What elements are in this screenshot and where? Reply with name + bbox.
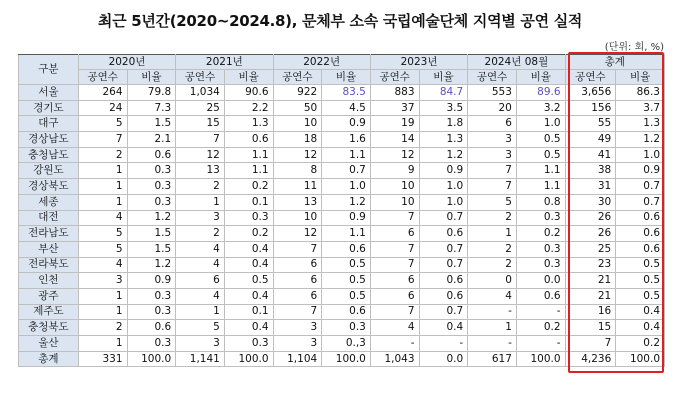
count-cell: 10 [273, 116, 322, 132]
region-cell: 대구 [19, 116, 79, 132]
count-cell: 7 [273, 241, 322, 257]
count-cell: 264 [78, 85, 127, 101]
ratio-cell: 2.2 [224, 100, 273, 116]
ratio-cell: 1.2 [127, 210, 176, 226]
ratio-cell: 0.5 [516, 147, 565, 163]
region-cell: 총계 [19, 351, 79, 367]
table-row [19, 336, 665, 352]
region-cell: 충청북도 [19, 320, 79, 336]
count-cell: 38 [565, 163, 616, 179]
count-cell: 26 [565, 226, 616, 242]
count-cell: 25 [176, 100, 225, 116]
count-cell: 6 [468, 116, 517, 132]
count-cell: 41 [565, 147, 616, 163]
ratio-cell: 0.6 [616, 241, 665, 257]
count-cell: 2 [468, 257, 517, 273]
region-cell: 경기도 [19, 100, 79, 116]
count-cell: 2 [468, 241, 517, 257]
count-cell: 1 [78, 179, 127, 195]
count-cell: 3 [468, 147, 517, 163]
ratio-cell: 0.3 [516, 210, 565, 226]
table-row [19, 320, 665, 336]
ratio-cell: 86.3 [616, 85, 665, 101]
table-body [19, 85, 665, 367]
table-row [19, 304, 665, 320]
count-cell: - [468, 304, 517, 320]
count-cell: 5 [176, 320, 225, 336]
ratio-cell: 3.5 [419, 100, 468, 116]
ratio-cell: 0.7 [419, 241, 468, 257]
count-cell: 1 [468, 320, 517, 336]
ratio-cell: 1.2 [419, 147, 468, 163]
ratio-cell: 1.1 [322, 226, 371, 242]
count-cell: 4 [468, 288, 517, 304]
count-cell: 4 [78, 210, 127, 226]
count-cell: 1 [78, 336, 127, 352]
count-cell: 0 [468, 273, 517, 289]
count-cell: 4 [370, 320, 419, 336]
header-count: 공연수 [468, 70, 517, 85]
count-cell: 2 [176, 226, 225, 242]
ratio-cell: 0.6 [616, 210, 665, 226]
count-cell: 3,656 [565, 85, 616, 101]
header-ratio: 비율 [127, 70, 176, 85]
ratio-cell: 0.7 [616, 194, 665, 210]
count-cell: 1 [78, 163, 127, 179]
count-cell: 2 [78, 147, 127, 163]
count-cell: 5 [78, 241, 127, 257]
count-cell: 14 [370, 132, 419, 148]
region-cell: 울산 [19, 336, 79, 352]
count-cell: 6 [273, 257, 322, 273]
ratio-cell: 0.4 [419, 320, 468, 336]
ratio-cell: - [516, 304, 565, 320]
table-row [19, 132, 665, 148]
count-cell: 1,043 [370, 351, 419, 367]
count-cell: 4,236 [565, 351, 616, 367]
count-cell: 7 [468, 163, 517, 179]
region-cell: 전라남도 [19, 226, 79, 242]
header-year: 2024년 08월 [468, 55, 565, 70]
count-cell: 2 [468, 210, 517, 226]
ratio-cell: 1.2 [322, 194, 371, 210]
region-cell: 부산 [19, 241, 79, 257]
unit-label: (단위: 회, %) [604, 42, 664, 53]
ratio-cell: 1.0 [419, 179, 468, 195]
count-cell: 1,104 [273, 351, 322, 367]
ratio-cell: 0.4 [224, 241, 273, 257]
header-ratio: 비율 [616, 70, 665, 85]
ratio-cell: 0.1 [224, 304, 273, 320]
ratio-cell: 0.6 [516, 288, 565, 304]
count-cell: 6 [273, 273, 322, 289]
count-cell: 6 [176, 273, 225, 289]
ratio-cell: 79.8 [127, 85, 176, 101]
ratio-cell: 7.3 [127, 100, 176, 116]
header-ratio: 비율 [224, 70, 273, 85]
ratio-cell: 0.8 [516, 194, 565, 210]
ratio-cell: 100.0 [127, 351, 176, 367]
ratio-cell: 0.3 [516, 257, 565, 273]
ratio-cell: 0.4 [224, 288, 273, 304]
total-row [19, 351, 665, 367]
count-cell: 13 [176, 163, 225, 179]
count-cell: 11 [273, 179, 322, 195]
ratio-cell: 0.5 [322, 257, 371, 273]
count-cell: 21 [565, 273, 616, 289]
page-title: 최근 5년간(2020~2024.8), 문체부 소속 국립예술단체 지역별 공연 실적 [97, 12, 583, 30]
header-count: 공연수 [370, 70, 419, 85]
ratio-cell: 0.3 [127, 336, 176, 352]
header-year: 2022년 [273, 55, 370, 70]
ratio-cell: 1.8 [419, 116, 468, 132]
ratio-cell: 0.6 [419, 288, 468, 304]
count-cell: 10 [273, 210, 322, 226]
ratio-cell: - [516, 336, 565, 352]
ratio-cell: 0.1 [224, 194, 273, 210]
count-cell: 18 [273, 132, 322, 148]
count-cell: 7 [273, 304, 322, 320]
count-cell: 156 [565, 100, 616, 116]
table-row [19, 100, 665, 116]
ratio-cell: 1.1 [516, 163, 565, 179]
count-cell: 15 [176, 116, 225, 132]
ratio-cell: 0.5 [322, 288, 371, 304]
region-cell: 전라북도 [19, 257, 79, 273]
table-row [19, 241, 665, 257]
header-gubun: 구분 [19, 55, 79, 85]
ratio-cell: 1.1 [516, 179, 565, 195]
ratio-cell: 0.2 [224, 179, 273, 195]
ratio-cell: 0.0 [419, 351, 468, 367]
ratio-cell: 0.6 [322, 241, 371, 257]
count-cell: 3 [176, 210, 225, 226]
ratio-cell: 100.0 [616, 351, 665, 367]
ratio-cell: 0.3 [127, 179, 176, 195]
count-cell: 7 [78, 132, 127, 148]
count-cell: 7 [565, 336, 616, 352]
ratio-cell: 100.0 [516, 351, 565, 367]
ratio-cell: 0.7 [322, 163, 371, 179]
ratio-cell: 89.6 [516, 85, 565, 101]
ratio-cell: 0.3 [516, 241, 565, 257]
ratio-cell: 0.4 [224, 257, 273, 273]
count-cell: - [468, 336, 517, 352]
ratio-cell: 0.6 [224, 132, 273, 148]
ratio-cell: 0.3 [322, 320, 371, 336]
ratio-cell: 1.2 [616, 132, 665, 148]
region-cell: 경상남도 [19, 132, 79, 148]
ratio-cell: 1.1 [224, 147, 273, 163]
ratio-cell: 100.0 [322, 351, 371, 367]
region-cell: 광주 [19, 288, 79, 304]
ratio-cell: 83.5 [322, 85, 371, 101]
ratio-cell: 1.0 [419, 194, 468, 210]
header-total: 총계 [565, 55, 664, 70]
count-cell: 49 [565, 132, 616, 148]
ratio-cell: 90.6 [224, 85, 273, 101]
count-cell: 5 [78, 116, 127, 132]
ratio-cell: 1.3 [616, 116, 665, 132]
header-year: 2021년 [176, 55, 273, 70]
performance-table [18, 54, 665, 367]
table-row [19, 194, 665, 210]
table-row [19, 210, 665, 226]
ratio-cell: 0.2 [224, 226, 273, 242]
ratio-cell: 0.6 [419, 273, 468, 289]
count-cell: 10 [370, 194, 419, 210]
count-cell: 331 [78, 351, 127, 367]
ratio-cell: 3.7 [616, 100, 665, 116]
header-year: 2023년 [370, 55, 467, 70]
ratio-cell: 84.7 [419, 85, 468, 101]
region-cell: 인천 [19, 273, 79, 289]
ratio-cell: 0.6 [127, 147, 176, 163]
count-cell: 55 [565, 116, 616, 132]
ratio-cell: 0.7 [616, 179, 665, 195]
ratio-cell: 0.3 [127, 194, 176, 210]
ratio-cell: 0.,3 [322, 336, 371, 352]
ratio-cell: - [419, 336, 468, 352]
ratio-cell: 0.7 [419, 257, 468, 273]
ratio-cell: 1.5 [127, 241, 176, 257]
count-cell: 6 [273, 288, 322, 304]
count-cell: 6 [370, 288, 419, 304]
ratio-cell: 0.5 [322, 273, 371, 289]
count-cell: 2 [78, 320, 127, 336]
region-cell: 강원도 [19, 163, 79, 179]
ratio-cell: 1.1 [224, 163, 273, 179]
count-cell: 50 [273, 100, 322, 116]
ratio-cell: 0.6 [419, 226, 468, 242]
table-row [19, 226, 665, 242]
ratio-cell: 1.0 [516, 116, 565, 132]
count-cell: 1 [78, 194, 127, 210]
ratio-cell: 0.3 [127, 163, 176, 179]
region-cell: 제주도 [19, 304, 79, 320]
region-cell: 충청남도 [19, 147, 79, 163]
header-year: 2020년 [78, 55, 175, 70]
count-cell: 12 [176, 147, 225, 163]
count-cell: 37 [370, 100, 419, 116]
ratio-cell: 1.2 [127, 257, 176, 273]
count-cell: 20 [468, 100, 517, 116]
ratio-cell: 0.5 [516, 132, 565, 148]
header-count: 공연수 [273, 70, 322, 85]
ratio-cell: 0.7 [419, 304, 468, 320]
count-cell: 922 [273, 85, 322, 101]
count-cell: 12 [370, 147, 419, 163]
count-cell: 7 [370, 210, 419, 226]
count-cell: 6 [370, 226, 419, 242]
table-row [19, 179, 665, 195]
count-cell: 5 [468, 194, 517, 210]
count-cell: 25 [565, 241, 616, 257]
table-row [19, 116, 665, 132]
count-cell: 3 [78, 273, 127, 289]
table-row [19, 257, 665, 273]
header-count: 공연수 [565, 70, 616, 85]
ratio-cell: 0.7 [419, 210, 468, 226]
ratio-cell: 0.0 [516, 273, 565, 289]
table-row [19, 273, 665, 289]
header-ratio: 비율 [419, 70, 468, 85]
ratio-cell: 1.1 [322, 147, 371, 163]
count-cell: - [370, 336, 419, 352]
table-row [19, 288, 665, 304]
count-cell: 13 [273, 194, 322, 210]
count-cell: 26 [565, 210, 616, 226]
count-cell: 3 [176, 336, 225, 352]
ratio-cell: 0.3 [127, 304, 176, 320]
count-cell: 7 [370, 257, 419, 273]
header-ratio: 비율 [516, 70, 565, 85]
ratio-cell: 0.6 [616, 226, 665, 242]
ratio-cell: 0.5 [616, 257, 665, 273]
count-cell: 883 [370, 85, 419, 101]
header-ratio: 비율 [322, 70, 371, 85]
count-cell: 4 [176, 241, 225, 257]
ratio-cell: 0.4 [224, 320, 273, 336]
ratio-cell: 1.5 [127, 226, 176, 242]
ratio-cell: 0.9 [127, 273, 176, 289]
ratio-cell: 0.6 [322, 304, 371, 320]
ratio-cell: 0.9 [322, 116, 371, 132]
count-cell: 4 [176, 288, 225, 304]
ratio-cell: 100.0 [224, 351, 273, 367]
count-cell: 1 [176, 194, 225, 210]
count-cell: 30 [565, 194, 616, 210]
count-cell: 7 [370, 241, 419, 257]
count-cell: 1,141 [176, 351, 225, 367]
ratio-cell: 1.6 [322, 132, 371, 148]
ratio-cell: 1.0 [322, 179, 371, 195]
count-cell: 7 [468, 179, 517, 195]
count-cell: 31 [565, 179, 616, 195]
count-cell: 19 [370, 116, 419, 132]
region-cell: 세종 [19, 194, 79, 210]
table-row [19, 147, 665, 163]
header-count: 공연수 [78, 70, 127, 85]
count-cell: 3 [468, 132, 517, 148]
count-cell: 1,034 [176, 85, 225, 101]
count-cell: 24 [78, 100, 127, 116]
ratio-cell: 0.2 [616, 336, 665, 352]
count-cell: 15 [565, 320, 616, 336]
count-cell: 12 [273, 147, 322, 163]
count-cell: 1 [78, 288, 127, 304]
count-cell: 6 [370, 273, 419, 289]
count-cell: 4 [176, 257, 225, 273]
ratio-cell: 0.4 [616, 304, 665, 320]
count-cell: 3 [273, 320, 322, 336]
count-cell: 16 [565, 304, 616, 320]
ratio-cell: 4.5 [322, 100, 371, 116]
table-row [19, 85, 665, 101]
count-cell: 8 [273, 163, 322, 179]
count-cell: 10 [370, 179, 419, 195]
ratio-cell: 0.5 [616, 288, 665, 304]
count-cell: 1 [468, 226, 517, 242]
count-cell: 7 [176, 132, 225, 148]
ratio-cell: 0.2 [516, 320, 565, 336]
ratio-cell: 0.6 [127, 320, 176, 336]
ratio-cell: 0.3 [224, 210, 273, 226]
count-cell: 5 [78, 226, 127, 242]
region-cell: 경상북도 [19, 179, 79, 195]
ratio-cell: 0.9 [419, 163, 468, 179]
ratio-cell: 0.5 [616, 273, 665, 289]
count-cell: 553 [468, 85, 517, 101]
header-count: 공연수 [176, 70, 225, 85]
ratio-cell: 1.5 [127, 116, 176, 132]
ratio-cell: 0.2 [516, 226, 565, 242]
region-cell: 대전 [19, 210, 79, 226]
count-cell: 4 [78, 257, 127, 273]
count-cell: 1 [176, 304, 225, 320]
ratio-cell: 0.3 [224, 336, 273, 352]
table-row [19, 163, 665, 179]
count-cell: 3 [273, 336, 322, 352]
count-cell: 1 [78, 304, 127, 320]
ratio-cell: 2.1 [127, 132, 176, 148]
count-cell: 9 [370, 163, 419, 179]
count-cell: 21 [565, 288, 616, 304]
count-cell: 617 [468, 351, 517, 367]
ratio-cell: 1.3 [224, 116, 273, 132]
ratio-cell: 0.9 [322, 210, 371, 226]
count-cell: 12 [273, 226, 322, 242]
ratio-cell: 0.3 [127, 288, 176, 304]
region-cell: 서울 [19, 85, 79, 101]
ratio-cell: 3.2 [516, 100, 565, 116]
ratio-cell: 1.3 [419, 132, 468, 148]
ratio-cell: 0.9 [616, 163, 665, 179]
count-cell: 23 [565, 257, 616, 273]
count-cell: 7 [370, 304, 419, 320]
ratio-cell: 1.0 [616, 147, 665, 163]
ratio-cell: 0.4 [616, 320, 665, 336]
ratio-cell: 0.5 [224, 273, 273, 289]
count-cell: 2 [176, 179, 225, 195]
